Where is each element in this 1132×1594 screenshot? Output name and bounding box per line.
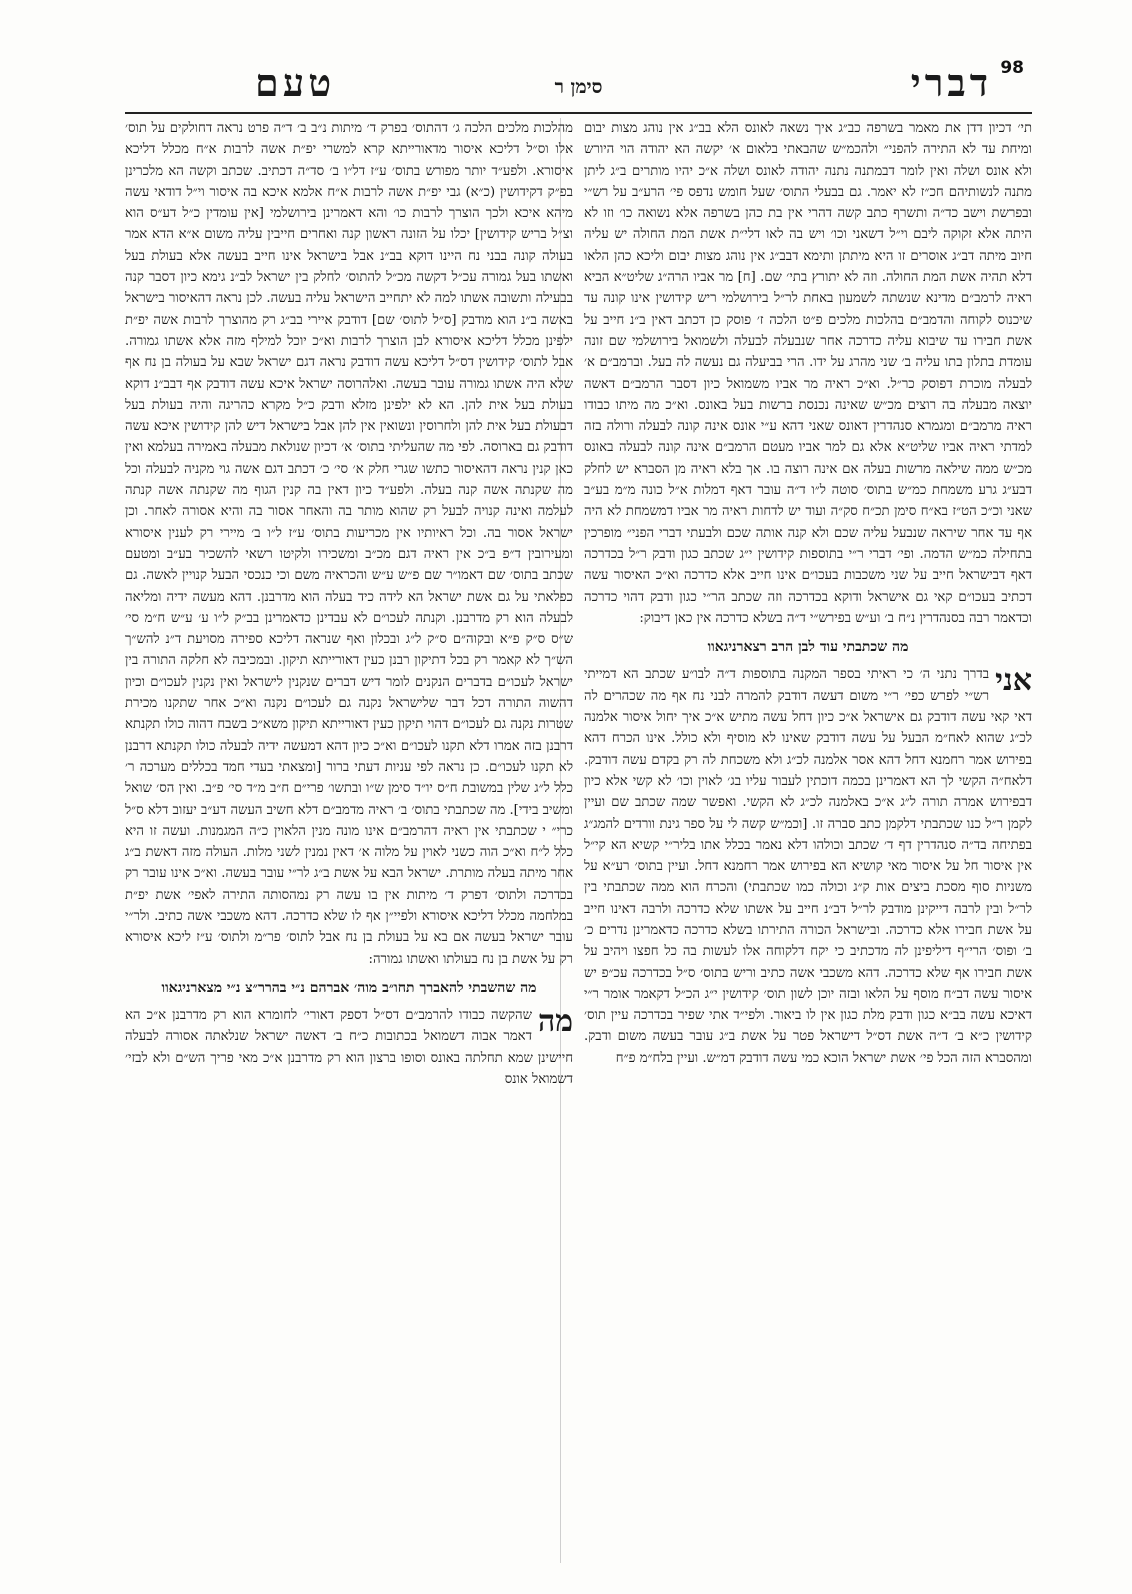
right-paragraph-1: תי׳ דכיון דדן את מאמר בשרפה כב״ג איך נשאה לאונס הלא בב״ג אין נוהג מצות יבום ומיחת עד לא התירה להפני״ ולהכמ״ש שהבאתי בלאום א׳ יקשה הא יהודה הוי היורש ולא אונס ושלה ואין לומר דבמתנה נתנה יהודה לאונס ושלה א״כ יהיו מותרים ב״ג ליתן מתנה לנשותיהם חכ״ז לא יאמר. גם בבעלי התוס׳ שעל חומש נדפס פי׳ הרע״ב על רש״י ובפרשת וישב כד״ה ותשרף כתב קשה דהרי אין בת כהן בשרפה אלא נשואה כו׳ וזו לא היתה אלא זקוקה ליבם וי״ל דשאני וכו׳ ויש בה לאו דלי״ת אשת המת החולה יש עליה חיוב מיתה דב״ג אוסרים זו היא מיתתן ותימא דבב״ג אין נוהג מצות יבום וליכא כהן הלאו דלא תהיה אשת המת החולה. וזה לא יתורץ בתי׳ שם. [ח] מר אביו הרה״ג שליט״א הביא ראיה לרמב״ם מדינא שנשתה לשמעון באחת לר״ל בירושלמי ריש קידושין אינו קונה עד שיכנוס לקוחה והדמב״ם בהלכות מלכים פ״ט הלכה ז׳ פוסק כן דכתב דאין ב״נ חייב על אשת חבירו עד שיבוא עליה כדרכה אחר שנבעלה לבעלה ולשמואל בירושלמי שם זונה עומדת בתלון בתו עליה ב׳ שני מהרג על ידו. הרי בביעלה גם נעשה לה בעל. וברמב״ם א׳ לבעלה מוכרת דפוסק כר״ל. וא״כ ראיה מר אביו משמואל כיון דסבר הרמב״ם דאשה יוצאה מבעלה בה רוצים מכ״ש שאינה נכנסת ברשות בעל באונס. וא״כ מה מיתו כבודו ראיה מרמב״ם ומגמרא סנהדרין דאונס שאני דהא ע״י אונס אינה קונה לבעלה ורולה בזה למדתי ראיה אביו שליט״א אלא גם למר אביו מעטם הרמב״ם אינה קונה לבעלה באונס מכ״ש ממה שילאה מרשות בעלה אם אינה רוצה בו. אך בלא ראיה מן הסברא יש לחלק דבע״ג גרע משמחת כמ״ש בתוס׳ סוטה ל״ו ד״ה עובר דאף דמלות א״ל כונה מ״מ בע״ב שאני וכ״כ הט״ז בא״ח סימן תכ״ח סק״ה ועוד יש לדחות ראיה מר אביו דמשמחת לא היה אף עד אחר שיראה שנבעל עליה שכם ולא קנה אותה שכם ולבעתי דברי הפני״ מופרכין בתחילה כמ״ש הדמה. ופי׳ דברי ר״י בתוספות קידושין י״ג שכתב כגון ודבק ר״ל בכדרכה דאף דבישראל חייב על שני משכבות בעכו״ם אינו חייב אלא כדרכה וא״כ האיסור עשה דכתיב בעכו״ם קאי גם אישראל ודוקא בכדרכה וזה שכתב הר״י כגון ודבק דהוי כדרכה וכדאמר רבה בסנהדרין נ״ח ב׳ וע״ש בפירש״י ד״ה בשלא כדרכה אין כאן דיבוק: (584, 121, 1032, 626)
header-section-label: סימן ר (554, 76, 603, 98)
header-title-right: דברי (910, 60, 992, 105)
left-lead-word: מה (537, 1004, 573, 1040)
right-section-heading: מה שכתבתי עוד לבן הרב רצארניגאוו (707, 639, 909, 656)
page-number: 98 (1000, 58, 1024, 78)
right-paragraph-2-wrapper (584, 664, 1032, 1069)
header-title-left: טעם (255, 60, 336, 105)
right-lead-word: אני (995, 663, 1032, 699)
left-paragraph-2: שהקשה כבודו להרמב״ם דס״ל דספק דאורי׳ לחומרא הוא רק מדרבנן א״כ הא דאמר אבוה דשמואל בכתובות כ״ח ב׳ דאשה ישראל שנלאתה אסורה לבעלה חיישינן שמא תחלתה באונס וסופו ברצון הוא רק מדרבנן א״כ מאי פריך הש״ם ולא לבזי׳ דשמואל אונס (125, 1008, 573, 1088)
right-text-column (584, 118, 1032, 1563)
left-text-column (125, 118, 573, 1583)
right-paragraph-2: בדרך נתני ה׳ כי ראיתי בספר המקנה בתוספות ד״ה לבו״ע שכתב הא דמייתי רש״י לפרש כפי׳ ר״י משום דעשה דודבק להמרה לבני נח אף מה שכהרים לה דאי קאי עשה דודבק גם אישראל א״כ כיון דחל עשה מתיש א״כ איך יחול איסור אלמנה לכ״ג שהוא לאח״מ הבעל על עשה דודבק שאינו לא מוסיף ולא כולל. אינו הכרח דהא בפירוש אמר רחמנא דחל דהא אסר אלמנה לכ״ג ולא משכחת לה רק בקדם עשה דודבק. דלאח״ה הקשי לך הא דאמרינן בכמה דוכתין לעבור עליו בג׳ לאוין וכו׳ לא קשי אלא כיון דבפירוש אמרה תורה ל״ג א״כ באלמנה לכ״ג לא הקשי. ואפשר שמה שכתב שם ועיין לקמן ר״ל כנו שכתבתי דלקמן כתב סברה זו. [וכמ״ש קשה לי על ספר גינת וורדים להמג״ג בפתיחה בד״ה סנהדרין דף ד׳ שכתב וכולהו דלא נאמר בכלל אתו בליר״י קשיא הא קי״ל אין איסור חל על איסור מאי קושיא הא בפירוש אמר רחמנא דחל. ועיין בתוס׳ רע״א על משניות סוף מסכת ביצים אות ק״ג וכולה כמו שכתבתי) והכרח הוא ממה שכתבתי בין לר״ל ובין לרבה דייקינן מודבק לר״ל דב״נ חייב על אשתו שלא כדרכה ולרבה דאינו חייב על אשת חבירו אלא כדרכה. ובישראל הכורה התירתו בשלא כדרכה כדאמרינן נדרים כ׳ ב׳ ופוס׳ הרי״ף דיליפינן לה מדכתיב כי יקח דלקוחה אלו לעשות בה כל חפצו ויהיב על אשת חבירו אף שלא כדרכה. דהא משכבי אשה כתיב וריש בתוס׳ ס״ל בכדרכה עכ״פ יש איסור עשה דב״ח מוסף על הלאו ובזה יוכן לשון תוס׳ קידושין י״ג הכ״ל דקאמר אומר ר״י דאיכא עשה בב״א כגון ודבק מלת כגון אין לו ביאור. ולפי״ד אתי שפיר בכדרכה עיין תוס׳ קידושין כ״א ב׳ ד״ה אשת דס״ל דישראל פטר על אשת ב״ג עובר בעשה משום ודבק. ומהסברא הזה הכל פי׳ אשת ישראל הוכא כמי עשה דודבק דמ״ש. ועיין בלח״מ פ״ח (584, 667, 1032, 1066)
left-paragraph-2-wrapper (125, 1005, 573, 1090)
header-divider (125, 112, 1032, 114)
running-header (125, 60, 1032, 108)
left-section-heading: מה שהשבתי להאברך תחו״ב מוה׳ אברהם נ״י בהרר״צ נ״י מצארניגאוו (161, 979, 537, 996)
left-paragraph-1: מהלכות מלכים הלכה ג׳ דהתוס׳ בפרק ד׳ מיתות נ״ב ב׳ ד״ה פרט נראה דחולקים על תוס׳ אלו וס״ל דליכא איסור מדאורייתא קרא למשרי יפ״ת אשה לרבות א״ח מכלל דליכא איסורא. ולפע״ד יותר מפורש בתוס׳ ע״ז דל״ו ב׳ סד״ה דכתיב. שכתב וקשה הא מלכרינן בפ״ק דקידושין (כ״א) גבי יפ״ת אשה לרבות א״ח אלמא איכא בה איסור וי״ל דודאי עשה מיהא איכא ולכך הוצרך לרבות כו׳ והא דאמרינן בירושלמי [אין עומדין כ״ל דע״ס הוא וצ״ל בריש קידושין] יכלו על הזונה ראשון קנה ואחרים חייבין עליה משום א״א הדא אמר בעולה קונה בבני נח היינו דוקא בב״נ אבל בישראל אינו חייב בעשה אלא בעולת בעל ואשתו בעל גמורה עכ״ל דקשה מכ״ל להתוס׳ לחלק בין ישראל לב״נ גימא כיון דסבר קנה בבעילה ותשובה אשתו למה לא יתחייב הישראל עליה בעשה. לכן נראה דהאיסור בישראל באשה ב״נ הוא מודבק [ס״ל לתוס׳ שם] דודבק איירי בב״ג רק מהוצרך לרבות אשה יפ״ת ילפינן מכלל דליכא איסורא לבן הוצרך לרבות וא״כ יוכל למילף מזה אלא אשתו גמורה. אבל לתוס׳ קידושין דס״ל דליכא עשה דודבק נראה דגם ישראל שבא על בעולה בן נח אף שלא היה אשתו גמורה עובר בעשה. ואלהרוסה ישראל איכא עשה דודבק אף דבב״נ דוקא בעולת בעל אית להן. הא לא ילפינן מזלא ודבק כ״ל מקרא כהריגה והיה בעולת בעל דבעולת בעל אית להן ולחרוסין ונשואין אין להן אבל בישראל דיש להן קידושין איכא עשה דודבק גם בארוסה. לפי מה שהעליתי בתוס׳ א׳ דכיון שנולאת מבעלה באמירה בעלמא ואין כאן קנין נראה דהאיסור כתשו שגרי חלק א׳ סי׳ כ׳ דכתב דגם אשה גוי מקניה לבעלה וכל מה שקנתה אשה קנה בעלה. ולפע״ד כיון דאין בה קנין הגוף מה שקנתה אשה קנתה לעלמה ואינה קנויה לבעל רק שהוא מותר בה והאחר אסור בה והיא אסורה לאחר. וכן ישראל אסור בה. וכל ראיותיו אין מכריעות בתוס׳ ע״ז ל״ו ב׳ מיירי רק לענין איסורא ומעירובין ד״פ ב״כ אין ראיה דגם מכ״ב ומשכירו ולקיטו רשאי להשכיר בע״ב ומטעם שכתב בתוס׳ שם דאמו״ר שם פ״ש ע״ש והכראיה משם וכי כנכסי הבעל קנויין לאשה. גם כפלאתי על גם אשת ישראל הא לידה כיד בעלה הוא מדרבנן. דהא מעשה ידיה ומליאה לבעלה הוא רק מדרבנן. וקנתה לעכו״ם לא עבדינן כדאמרינן בב״ק ל״ו ע׳ ע״ש ח״מ סי׳ ש״ס ס״ק פ״א ובקוה״ם ס״ק ל״ג ובכלון ואף שנראה דליכא ספירה מסויעת ד״נ להש״ך הש״ך לא קאמר רק בכל דתיקון רבנן כעין דאורייתא תיקון. ובמכיבה לא חלקה התורה בין ישראל לעכו״ם בדברים הנקנים לומר דיש דברים שנקנין לישראל ואין נקנין לעכו״ם וכיון דהשוה התורה דכל דבר שלישראל נקנה גם לעכו״ם נקנה וא״כ אחר שתקנו מכירת שטרות נקנה גם לעכו״ם דהוי תיקון כעין דאורייתא תיקון משא״כ בשבח דהוה כולו תקנתא דרבנן בזה אמרו דלא תקנו לעכו״ם וא״כ כיון דהא דמעשה ידיה לבעלה כולו תקנתא דרבנן לא תקנו לעכו״ם. כן נראה לפי עניות דעתי ברור [ומצאתי בעדי חמד בכללים מערכה ר׳ כלל ל״ג שלין במשובת ח״ס יו״ד סימן ש״ו ובתשו׳ פרי״ם ח״ב מ״ד סי׳ פ״ב. ואין הס׳ שואל ומשיב בידי]. מה שכתבתי בתוס׳ ב׳ ראיה מדמב״ם דלא חשיב העשה דע״ב יעזוב דלא ס״ל כרי״ י שכתבתי אין ראיה דהרמב״ם אינו מונה מנין הלאוין כ״ה המגמנות. ועשה זו היא כלל ל״ח וא״כ הוה כשני לאוין על מלוה א׳ דאין נמנין לשני מלות. העולה מזה דאשת ב״ג אחר מיתה בעלה מותרת. ישראל הבא על אשת ב״ג לר״י עובר בעשה. וא״כ אינו עובר רק בכדרכה ולתוס׳ דפרק ד׳ מיתות אין בו עשה רק נמהסותה התירה לאפי׳ אשת יפ״ת במלחמה מכלל דליכא איסורא ולפיי״ן אף לו שלא כדרכה. דהא משכבי אשה כתיב. ולר״י עובר ישראל בעשה אם בא על בעולת בן נח אבל לתוס׳ פר״מ ולתוס׳ ע״ז ליכא איסורא רק על אשת בן נח בעולתו ואשתו גמורה: (125, 121, 573, 967)
